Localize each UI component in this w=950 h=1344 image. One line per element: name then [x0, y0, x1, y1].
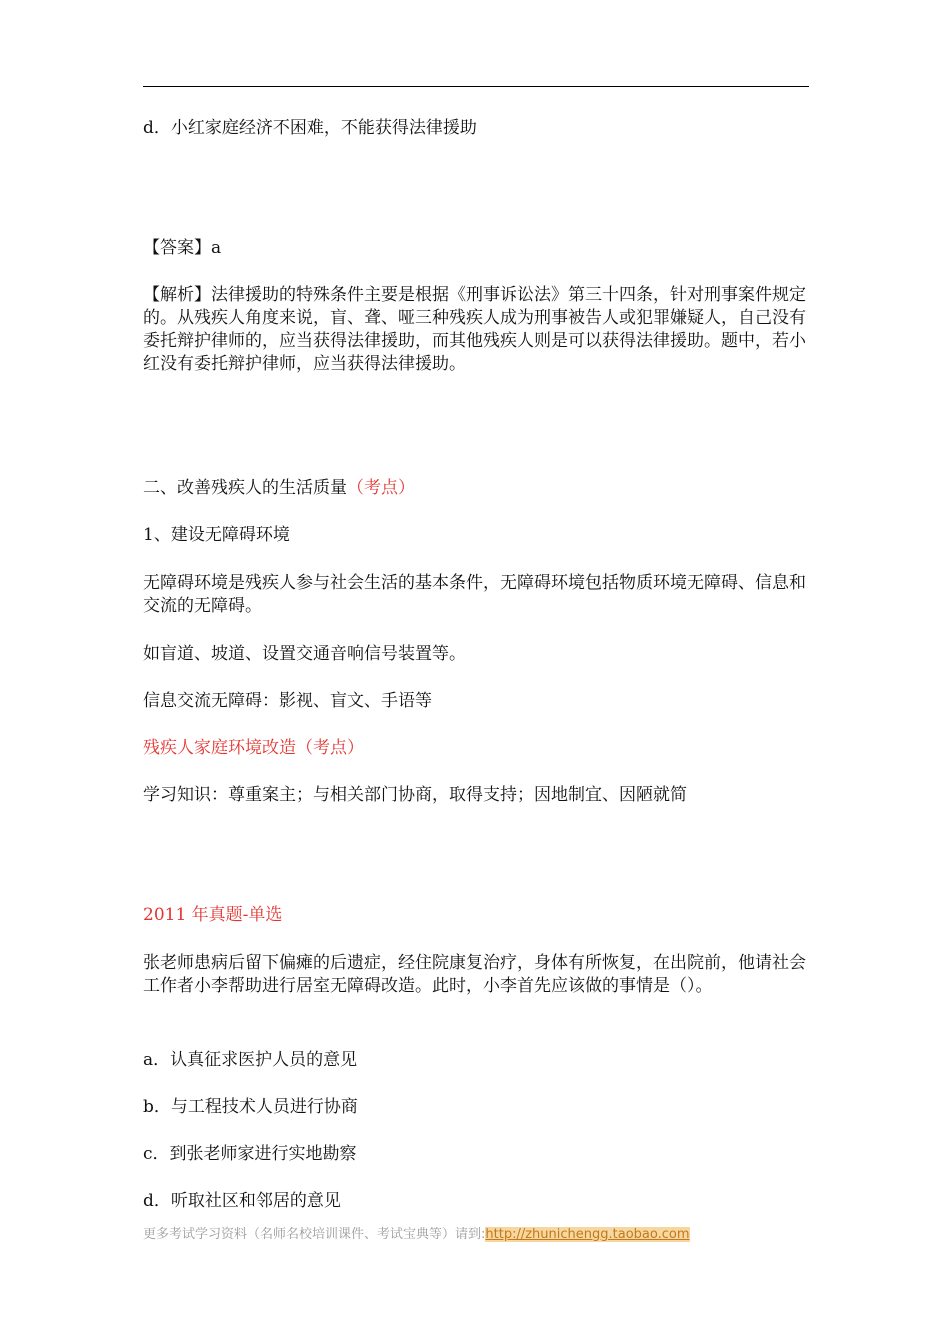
answer-line: 【答案】a [143, 238, 222, 258]
question-stem: 张老师患病后留下偏瘫的后遗症，经住院康复治疗，身体有所恢复，在出院前，他请社会工作者小李帮助进行居室无障碍改造。此时，小李首先应该做的事情是（）。 [143, 953, 806, 996]
option-b: b．与工程技术人员进行协商 [143, 1097, 358, 1117]
subsection-heading: 1、建设无障碍环境 [143, 525, 290, 545]
header-rule [143, 86, 809, 87]
previous-option-d: d．小红家庭经济不困难，不能获得法律援助 [143, 118, 477, 138]
footer-text: 更多考试学习资料（名师名校培训课件、考试宝典等）请到: [143, 1227, 486, 1242]
home-renovation-heading: 残疾人家庭环境改造（考点） [143, 738, 364, 758]
section-two-key-point-tag: （考点） [347, 478, 415, 498]
study-knowledge-line: 学习知识：尊重案主；与相关部门协商，取得支持；因地制宜、因陋就简 [143, 785, 687, 805]
option-d: d．听取社区和邻居的意见 [143, 1191, 341, 1211]
section-two-heading [143, 476, 415, 500]
analysis-paragraph: 【解析】法律援助的特殊条件主要是根据《刑事诉讼法》第三十四条，针对刑事案件规定的。从残疾人角度来说，盲、聋、哑三种残疾人成为刑事被告人或犯罪嫌疑人，自己没有委托辩护律师的，应当获得法律援助，而其他残疾人则是可以获得法律援助。题中，若小红没有委托辩护律师，应当获得法律援助。 [143, 285, 806, 374]
footer-link[interactable]: http://zhunichengg.taobao.com [485, 1227, 690, 1242]
information-examples: 信息交流无障碍：影视、盲文、手语等 [143, 691, 432, 711]
physical-examples: 如盲道、坡道、设置交通音响信号装置等。 [143, 644, 466, 664]
barrier-free-description: 无障碍环境是残疾人参与社会生活的基本条件，无障碍环境包括物质环境无障碍、信息和交流的无障碍。 [143, 573, 806, 616]
exam-label: 2011 年真题-单选 [143, 905, 283, 925]
option-c: c．到张老师家进行实地勘察 [143, 1144, 357, 1164]
option-a: a．认真征求医护人员的意见 [143, 1050, 358, 1070]
footer-note [143, 1226, 690, 1244]
section-two-title: 二、改善残疾人的生活质量 [143, 478, 347, 498]
